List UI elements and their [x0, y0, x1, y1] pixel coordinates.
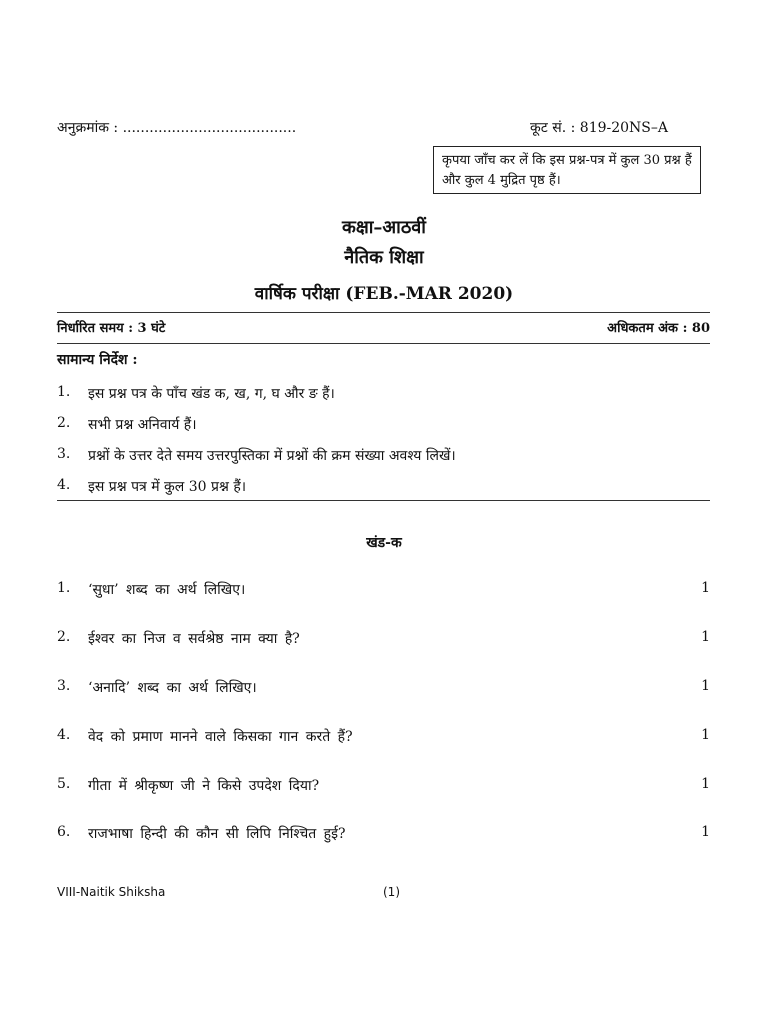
max-marks: अधिकतम अंक : 80 [607, 321, 710, 336]
exam-title: वार्षिक परीक्षा (FEB.-MAR 2020) [254, 284, 514, 304]
instruction-number: 4. [57, 477, 71, 493]
question-marks: 1 [701, 824, 710, 840]
question-text: वेद को प्रमाण मानने वाले किसका गान करते हैं? [88, 729, 353, 745]
instruction-text: इस प्रश्न पत्र में कुल 30 प्रश्न हैं। [88, 479, 247, 495]
divider-meta [57, 343, 710, 344]
question-number: 3. [57, 678, 71, 694]
question-marks: 1 [701, 580, 710, 596]
question-text: गीता में श्रीकृष्ण जी ने किसे उपदेश दिया? [88, 778, 320, 794]
class-title: कक्षा–आठवीं [342, 217, 426, 238]
question-row [57, 678, 710, 698]
subject-title: नैतिक शिक्षा [344, 247, 424, 268]
divider-instructions [57, 500, 710, 501]
instruction-number: 1. [57, 384, 71, 400]
question-text: ‘सुधा’ शब्द का अर्थ लिखिए। [88, 582, 246, 598]
page-number: (1) [383, 885, 400, 899]
question-row [57, 580, 710, 600]
check-note-box: कृपया जाँच कर लें कि इस प्रश्न-पत्र में कुल 30 प्रश्न हैं और कुल 4 मुद्रित पृष्ठ हैं। [433, 146, 701, 194]
instruction-text: सभी प्रश्न अनिवार्य हैं। [88, 417, 197, 433]
question-marks: 1 [701, 727, 710, 743]
question-row [57, 824, 710, 844]
question-number: 6. [57, 824, 71, 840]
instruction-text: इस प्रश्न पत्र के पाँच खंड क, ख, ग, घ और ङ हैं। [88, 386, 335, 402]
question-number: 4. [57, 727, 71, 743]
question-marks: 1 [701, 776, 710, 792]
paper-code: कूट सं. : 819-20NS–A [530, 120, 669, 136]
question-number: 5. [57, 776, 71, 792]
question-number: 1. [57, 580, 71, 596]
question-row [57, 727, 710, 747]
footer-subject: VIII-Naitik Shiksha [57, 885, 166, 899]
section-title: खंड-क [366, 535, 402, 551]
instruction-text: प्रश्नों के उत्तर देते समय उत्तरपुस्तिका में प्रश्नों की क्रम संख्या अवश्य लिखें। [88, 448, 456, 464]
instruction-number: 2. [57, 415, 71, 431]
time-allowed: निर्धारित समय : 3 घंटे [57, 321, 166, 336]
instructions-heading: सामान्य निर्देश : [57, 352, 138, 368]
question-number: 2. [57, 629, 71, 645]
instruction-number: 3. [57, 446, 71, 462]
question-row [57, 776, 710, 796]
divider-top [57, 312, 710, 313]
question-text: राजभाषा हिन्दी की कौन सी लिपि निश्चित हुई? [88, 826, 346, 842]
question-marks: 1 [701, 629, 710, 645]
question-marks: 1 [701, 678, 710, 694]
question-text: ईश्वर का निज व सर्वश्रेष्ठ नाम क्या है? [88, 631, 300, 647]
question-text: ‘अनादि’ शब्द का अर्थ लिखिए। [88, 680, 257, 696]
question-row [57, 629, 710, 649]
roll-number-label: अनुक्रमांक : ....................................... [57, 120, 297, 136]
